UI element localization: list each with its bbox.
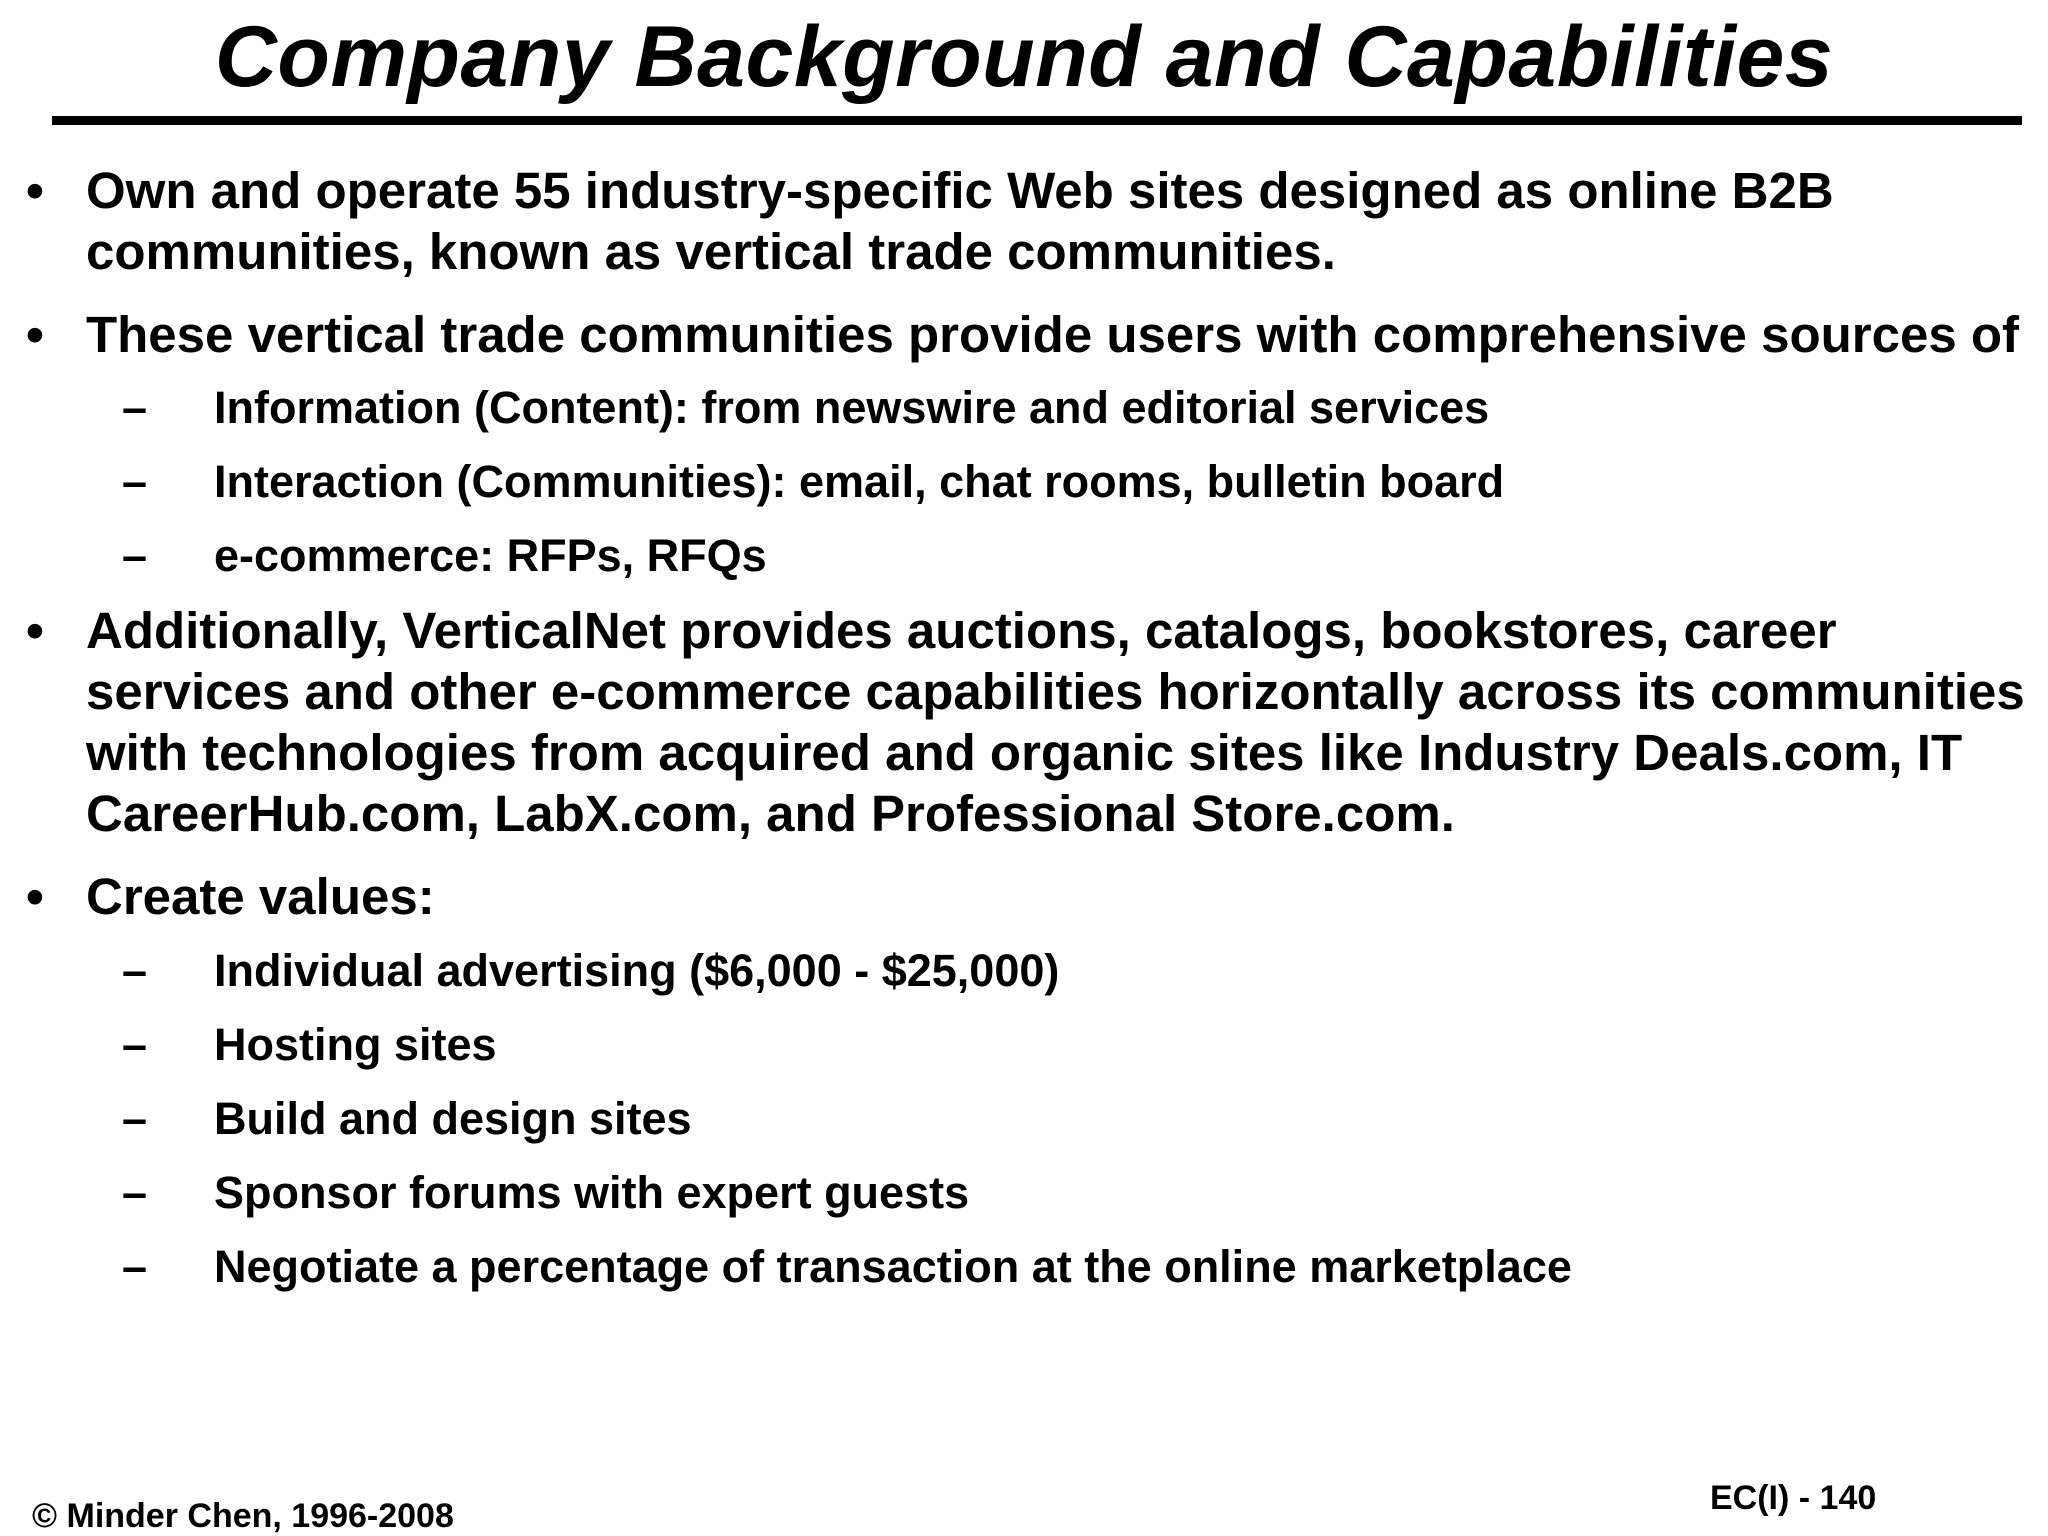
bullet-marker: •	[26, 868, 44, 925]
sub-bullet-marker: –	[122, 382, 148, 433]
sub-bullet-item	[0, 454, 2048, 510]
sub-bullet-marker: –	[122, 1241, 148, 1292]
sub-bullet-item	[0, 943, 2048, 999]
page-number: EC(I) - 140	[1710, 1479, 1877, 1517]
bullet-marker: •	[26, 162, 44, 219]
sub-bullet-text: Sponsor forums with expert guests	[214, 1167, 970, 1218]
sub-bullet-marker: –	[122, 1167, 148, 1218]
sub-bullet-text: Hosting sites	[214, 1019, 497, 1070]
title-underline	[52, 116, 2022, 125]
sub-bullet-item	[0, 1017, 2048, 1073]
sub-bullet-item	[0, 528, 2048, 584]
slide-body	[0, 160, 2048, 1295]
bullet-text: Create values:	[86, 868, 435, 925]
bullet-marker: •	[26, 602, 44, 659]
sub-bullet-item	[0, 1091, 2048, 1147]
sub-bullet-marker: –	[122, 456, 148, 507]
slide-title: Company Background and Capabilities	[214, 9, 1834, 105]
sub-bullet-marker: –	[122, 1019, 148, 1070]
bullet-marker: •	[26, 306, 44, 363]
sub-bullet-item	[0, 1165, 2048, 1221]
sub-bullet-item	[0, 380, 2048, 436]
bullet-text: Additionally, VerticalNet provides auctions, catalogs, bookstores, career services and other e-commerce capabilities horizontally across its communities with technologies from acquired and organic sites like Industry Deals.com, IT CareerHub.com, LabX.com, and Professional Store.com.	[86, 602, 2025, 842]
sub-bullet-text: e-commerce: RFPs, RFQs	[214, 530, 767, 581]
bullet-item	[0, 866, 2048, 927]
bullet-item	[0, 600, 2048, 844]
sub-bullet-item	[0, 1239, 2048, 1295]
sub-bullet-marker: –	[122, 1093, 148, 1144]
sub-bullet-marker: –	[122, 530, 148, 581]
sub-bullet-text: Interaction (Communities): email, chat rooms, bulletin board	[214, 456, 1505, 507]
sub-bullet-text: Negotiate a percentage of transaction at the online marketplace	[214, 1241, 1572, 1292]
bullet-item	[0, 160, 2048, 282]
sub-bullet-marker: –	[122, 945, 148, 996]
sub-bullet-text: Build and design sites	[214, 1093, 692, 1144]
sub-bullet-text: Information (Content): from newswire and editorial services	[214, 382, 1490, 433]
bullet-text: These vertical trade communities provide users with comprehensive sources of	[86, 306, 2019, 363]
copyright-footer: © Minder Chen, 1996-2008	[32, 1497, 454, 1535]
bullet-item	[0, 304, 2048, 365]
bullet-text: Own and operate 55 industry-specific Web sites designed as online B2B communities, known as vertical trade communities.	[86, 162, 1834, 280]
sub-bullet-text: Individual advertising ($6,000 - $25,000)	[214, 945, 1060, 996]
